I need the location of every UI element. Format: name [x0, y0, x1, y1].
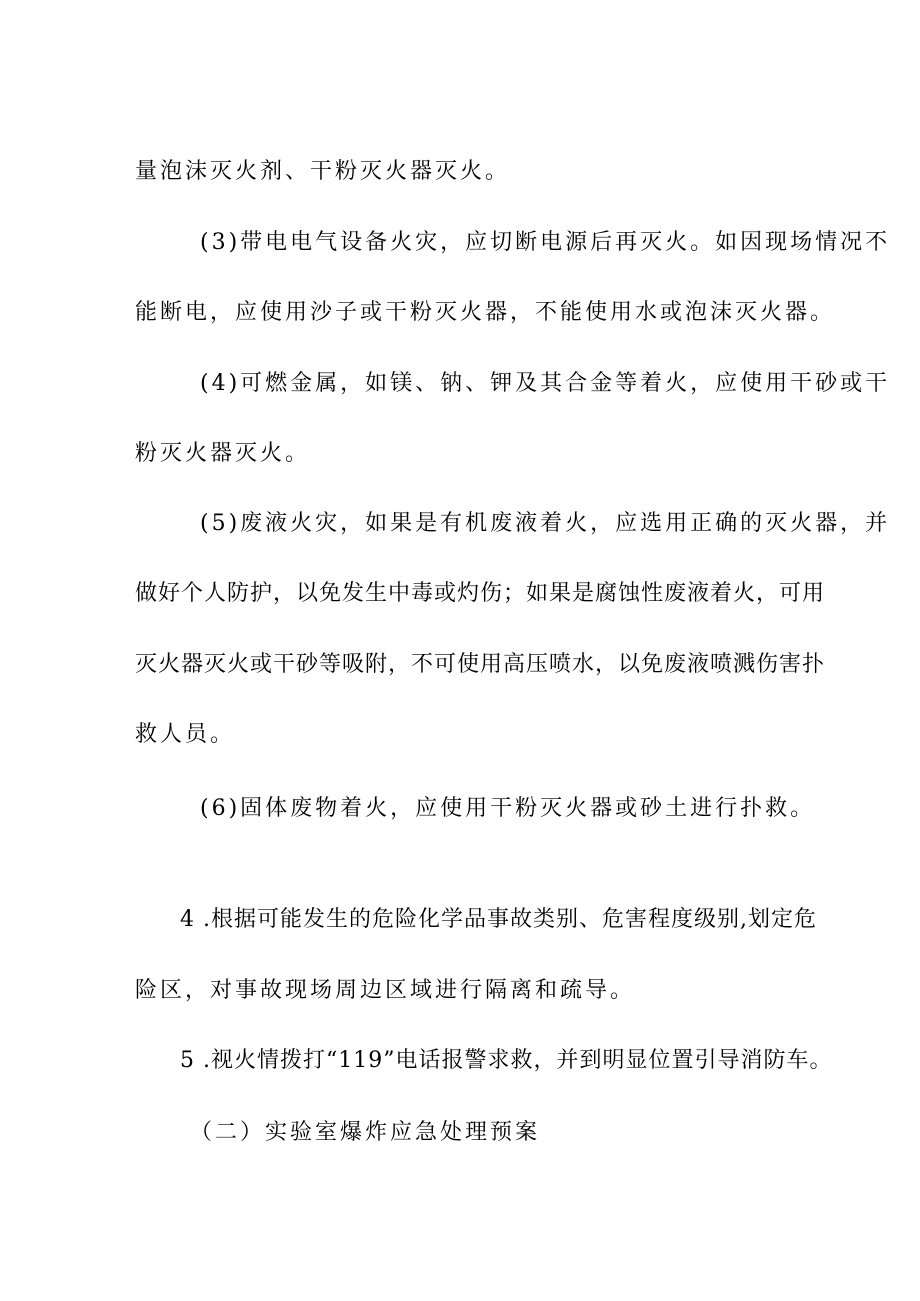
text-line-3: 能断电，应使用沙子或干粉灭火器，不能使用水或泡沫灭火器。 — [135, 300, 836, 325]
text-line-4: (4)可燃金属，如镁、钠、钾及其合金等着火，应使用干砂或干 — [200, 371, 891, 396]
text-line-13: 5 .视火情拨打“119”电话报警求救，并到明显位置引导消防车。 — [180, 1048, 833, 1073]
text-line-7: 做好个人防护，以免发生中毒或灼伤；如果是腐蚀性废液着火，可用 — [135, 581, 826, 606]
text-line-9: 救人员。 — [135, 722, 236, 747]
text-line-8: 灭火器灭火或干砂等吸附，不可使用高压喷水，以免废液喷溅伤害扑 — [135, 652, 826, 677]
text-line-12: 险区，对事故现场周边区域进行隔离和疏导。 — [135, 978, 636, 1003]
text-line-6: (5)废液火灾，如果是有机废液着火，应选用正确的灭火器，并 — [200, 511, 891, 536]
section-heading: （二）实验室爆炸应急处理预案 — [190, 1120, 541, 1145]
text-line-1: 量泡沫灭火剂、干粉灭火器灭火。 — [135, 159, 511, 184]
text-line-10: (6)固体废物着火，应使用干粉灭火器或砂土进行扑救。 — [200, 796, 816, 821]
text-line-11: 4 .根据可能发生的危险化学品事故类别、危害程度级别,划定危 — [180, 907, 817, 932]
text-line-5: 粉灭火器灭火。 — [135, 441, 311, 466]
text-line-2: (3)带电电气设备火灾，应切断电源后再灭火。如因现场情况不 — [200, 230, 891, 255]
